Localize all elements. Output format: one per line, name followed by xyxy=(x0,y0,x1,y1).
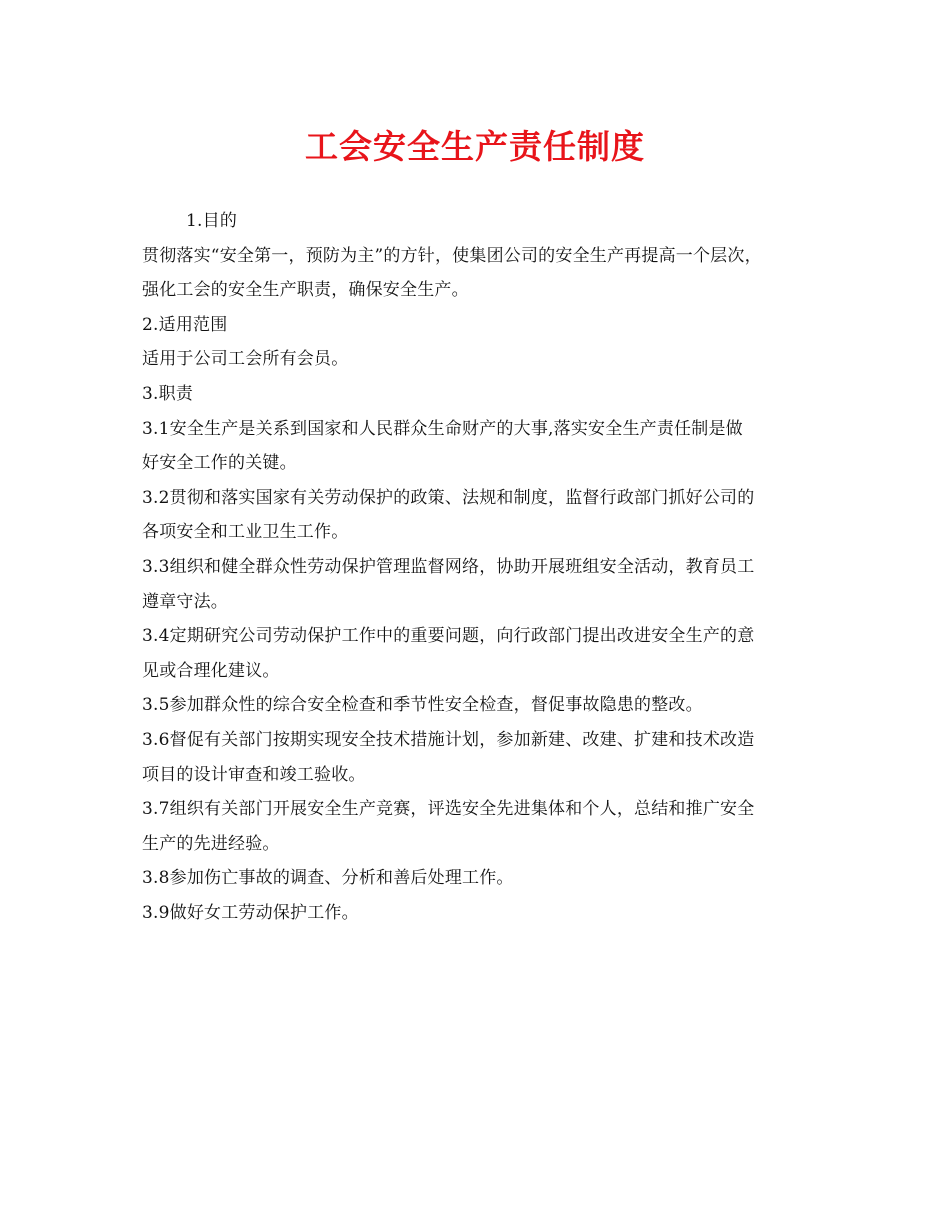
paragraph-line: 好安全工作的关键。 xyxy=(142,453,297,474)
paragraph-line: 贯彻落实“安全第一，预防为主”的方针，使集团公司的安全生产再提高一个层次， xyxy=(142,245,762,266)
document-body xyxy=(142,204,822,930)
duty-item-3-2: 3.2贯彻和落实国家有关劳动保护的政策、法规和制度，监督行政部门抓好公司的 xyxy=(142,487,755,508)
section-heading-scope: 2.适用范围 xyxy=(142,314,228,335)
paragraph-line: 见或合理化建议。 xyxy=(142,660,280,681)
duty-item-3-7: 3.7组织有关部门开展安全生产竞赛，评选安全先进集体和个人，总结和推广安全 xyxy=(142,799,755,820)
duty-item-3-9: 3.9做好女工劳动保护工作。 xyxy=(142,902,359,923)
section-heading-purpose: 1.目的 xyxy=(186,211,238,231)
paragraph-line: 生产的先进经验。 xyxy=(142,833,280,854)
document-title: 工会安全生产责任制度 xyxy=(305,127,645,166)
section-heading-duties: 3.职责 xyxy=(142,383,194,404)
paragraph-line: 强化工会的安全生产职责，确保安全生产。 xyxy=(142,280,469,301)
duty-item-3-6: 3.6督促有关部门按期实现安全技术措施计划，参加新建、改建、扩建和技术改造 xyxy=(142,729,755,750)
duty-item-3-8: 3.8参加伤亡事故的调查、分析和善后处理工作。 xyxy=(142,868,514,889)
paragraph-line: 适用于公司工会所有会员。 xyxy=(142,349,349,370)
paragraph-line: 遵章守法。 xyxy=(142,591,228,612)
paragraph-line: 项目的设计审查和竣工验收。 xyxy=(142,764,366,785)
duty-item-3-1: 3.1安全生产是关系到国家和人民群众生命财产的大事,落实安全生产责任制是做 xyxy=(142,418,743,439)
paragraph-line: 各项安全和工业卫生工作。 xyxy=(142,522,349,543)
duty-item-3-5: 3.5参加群众性的综合安全检查和季节性安全检查，督促事故隐患的整改。 xyxy=(142,695,703,716)
duty-item-3-4: 3.4定期研究公司劳动保护工作中的重要问题，向行政部门提出改进安全生产的意 xyxy=(142,626,755,647)
duty-item-3-3: 3.3组织和健全群众性劳动保护管理监督网络，协助开展班组安全活动，教育员工 xyxy=(142,556,755,577)
